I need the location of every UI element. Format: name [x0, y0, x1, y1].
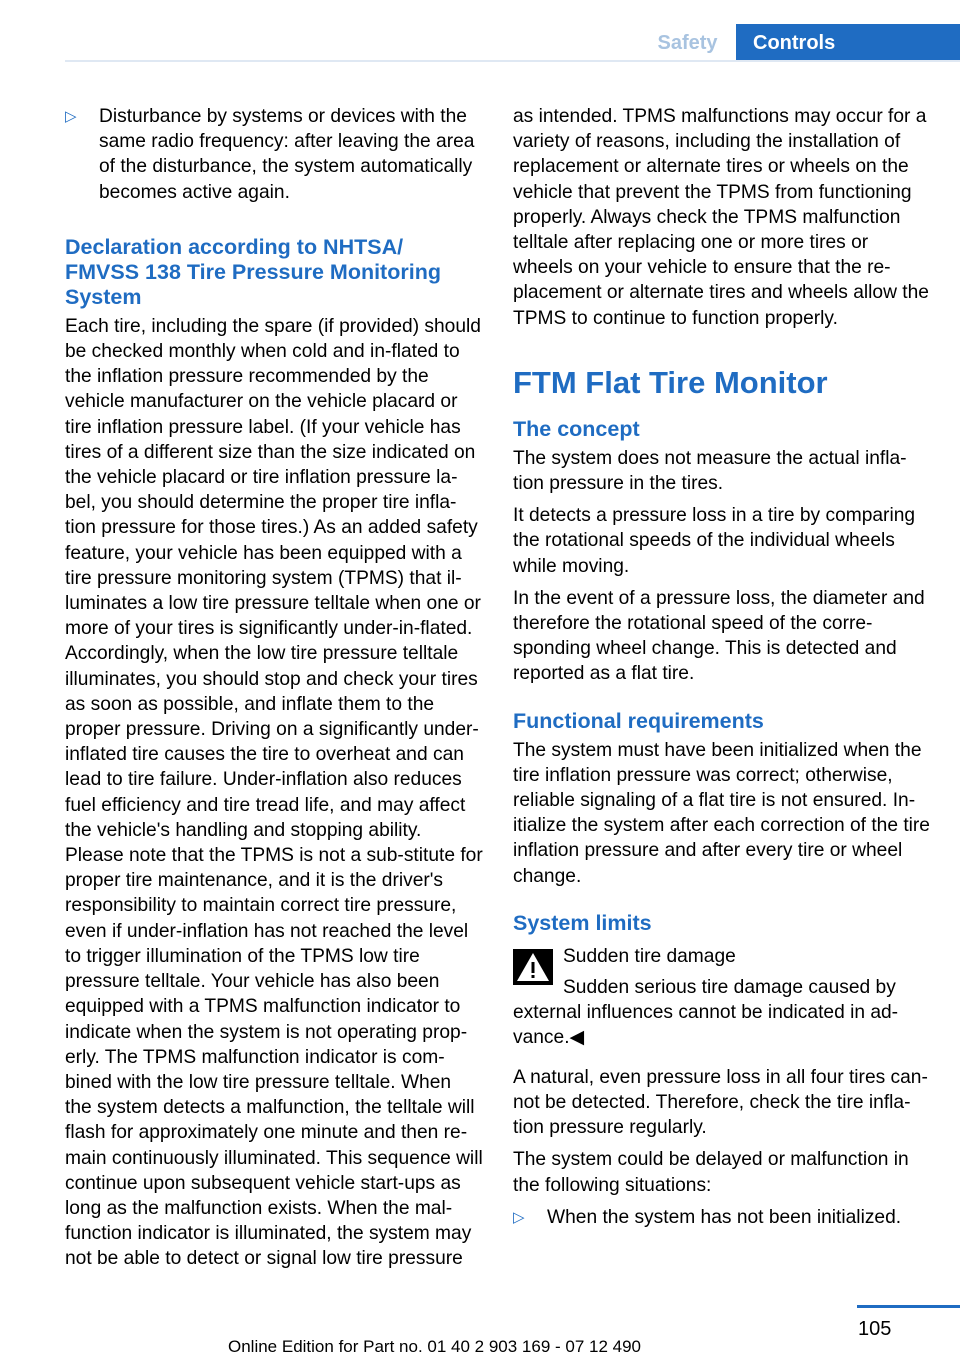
warning-text-content: Sudden serious tire damage caused by external influences cannot be indicated in ad-vance.◀: [513, 977, 899, 1049]
left-column: [65, 104, 483, 1279]
list-item: [65, 104, 483, 205]
continuation-paragraph: as intended. TPMS malfunctions may occur for a variety of reasons, including the installation of replacement or alternate tires or wheels on the vehicle that prevent the TPMS from functioning properly. Always check the TPMS malfunction telltale after replacing one or more tires or wheels on your vehicle to ensure that the re-placement or alternate tires and wheels allow the TPMS to continue to function properly.: [513, 106, 929, 329]
section-title-ftm: FTM Flat Tire Monitor: [513, 364, 828, 400]
list-item-text: Disturbance by systems or devices with the same radio frequency: after leaving the area of the disturbance, the system automatically becomes active again.: [99, 106, 475, 203]
warning-icon: [513, 949, 553, 985]
declaration-paragraph: Each tire, including the spare (if provided) should be checked monthly when cold and in-flated to the inflation pressure recommended by the vehicle manufacturer on the vehicle placard or tire inflation pressure label. (If your vehicle has tires of a different size than the size indicated on the vehicle placard or tire inflation pressure la-bel, you should determine the proper tire infla-tion pressure for those tires.) As an added safety feature, your vehicle has been equipped with a tire pressure monitoring system (TPMS) that il-luminates a low tire pressure telltale when one or more of your tires is significantly under-in-flated. Accordingly, when the low tire pressure telltale illuminates, you should stop and check your tires as soon as possible, and inflate them to the proper pressure. Driving on a significantly under-inflated tire causes the tire to overheat and can lead to tire failure. Under-inflation also reduces fuel efficiency and tire tread life, and may affect the vehicle's handling and stopping ability. Please note that the TPMS is not a sub-stitute for proper tire maintenance, and it is the driver's responsibility to maintain correct tire pressure, even if under-inflation has not reached the level to trigger illumination of the TPMS low tire pressure telltale. Your vehicle has also been equipped with a TPMS malfunction indicator to indicate when the system is not operating prop-erly. The TPMS malfunction indicator is com-bined with the low tire pressure telltale. When the system detects a malfunction, the telltale will flash for approximately one minute and then re-main continuously illuminated. This sequence will continue upon subsequent vehicle start-ups as long as the malfunction exists. When the mal-function indicator is illuminated, the system may not be able to detect or signal low tire pressure: [65, 315, 483, 1270]
right-column: [513, 104, 933, 1230]
list-item-text: When the system has not been initialized.: [547, 1206, 902, 1228]
list-item: [513, 1205, 933, 1230]
limits-paragraph-2: The system could be delayed or malfunction in the following situations:: [513, 1149, 909, 1196]
concept-paragraph-3: In the event of a pressure loss, the diameter and therefore the rotational speed of the corre-sponding wheel change. This is detected and reported as a flat tire.: [513, 587, 925, 685]
warning-title: Sudden tire damage: [563, 945, 736, 967]
requirements-paragraph: The system must have been initialized when the tire inflation pressure was correct; otherwise, reliable signaling of a flat tire is not ensured. In-itialize the system after each correction of the tire inflation pressure and after every tire or wheel change.: [513, 739, 930, 887]
header-tab-controls: Controls: [736, 24, 960, 62]
concept-paragraph-2: It detects a pressure loss in a tire by comparing the rotational speeds of the individual wheels while moving.: [513, 505, 916, 577]
heading-requirements: Functional requirements: [513, 708, 764, 733]
header-divider: [65, 60, 960, 62]
header-tab-safety: Safety: [657, 32, 718, 54]
page-number: 105: [858, 1318, 892, 1340]
heading-limits: System limits: [513, 910, 652, 935]
concept-paragraph-1: The system does not measure the actual infla-tion pressure in the tires.: [513, 447, 907, 495]
heading-declaration: Declaration according to NHTSA/ FMVSS 138 Tire Pressure Monitoring System: [65, 234, 441, 309]
triangle-bullet-icon: ▷: [513, 1208, 525, 1226]
warning-block: [513, 944, 933, 969]
triangle-bullet-icon: ▷: [65, 108, 77, 125]
limits-paragraph-1: A natural, even pressure loss in all four tires can-not be detected. Therefore, check the tire infla-tion pressure regularly.: [513, 1066, 928, 1139]
heading-concept: The concept: [513, 416, 640, 441]
warning-text: [513, 975, 933, 1051]
footer-divider: [857, 1305, 960, 1308]
footer-edition: Online Edition for Part no. 01 40 2 903 169 - 07 12 490: [228, 1337, 642, 1356]
